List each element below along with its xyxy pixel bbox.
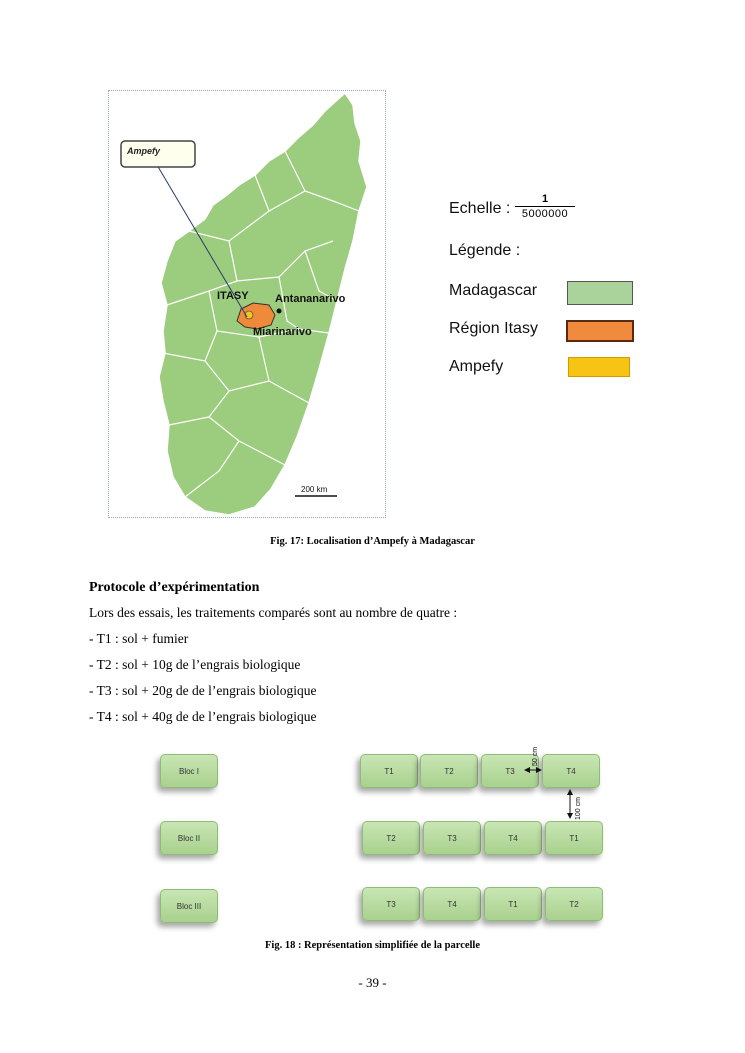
antananarivo-dot [277,309,282,314]
legend-swatch-ampefy [568,357,630,377]
map-figure [108,90,386,518]
scale-fraction [515,193,575,220]
plot-cell: T3 [362,887,420,921]
plot-cell: T2 [545,887,603,921]
plot-cell: T1 [484,887,542,921]
treatment-line: - T3 : sol + 20g de de l’engrais biologique [89,683,317,698]
fig18-caption: Fig. 18 : Représentation simplifiée de la parcelle [264,940,481,951]
fig17-caption: Fig. 17: Localisation d’Ampefy à Madagascar [270,536,475,547]
scale-prefix: Echelle : [449,200,511,217]
page-number: - 39 - [358,975,387,990]
plot-cell: T3 [423,821,481,855]
plot-cell: T2 [420,754,478,788]
plot-cell: T3 [481,754,539,788]
bloc-label: Bloc I [160,754,218,788]
scale-numerator: 1 [541,193,549,205]
treatment-line: - T4 : sol + 40g de de l’engrais biologique [89,709,317,724]
madagascar-map [109,91,387,519]
treatment-line: - T1 : sol + fumier [89,631,189,646]
legend-swatch-madagascar [567,281,633,305]
spacing-v-label: 100 cm [575,797,582,820]
plot-cell: T4 [542,754,600,788]
legend-label-madagascar: Madagascar [449,282,538,299]
bloc-label: Bloc III [160,889,218,923]
scale-bar-label: 200 km [301,485,328,494]
plot-cell: T2 [362,821,420,855]
legend-swatch-itasy [566,320,634,342]
plot-cell: T1 [545,821,603,855]
legend-label-itasy: Région Itasy [449,320,538,337]
scale-fraction-bar [515,206,575,207]
legend-title: Légende : [449,242,521,259]
protocol-heading: Protocole d’expérimentation [89,580,260,595]
bloc-label: Bloc II [160,821,218,855]
callout-label: Ampefy [127,146,161,156]
spacing-arrows [518,734,608,824]
plot-cell: T4 [423,887,481,921]
itasy-label: ITASY [217,290,249,302]
plot-cell: T1 [360,754,418,788]
legend-label-ampefy: Ampefy [449,358,504,375]
protocol-intro: Lors des essais, les traitements comparés sont au nombre de quatre : [89,605,458,620]
antananarivo-label: Antananarivo [275,293,346,305]
miarinarivo-label: Miarinarivo [253,326,312,338]
treatment-line: - T2 : sol + 10g de l’engrais biologique [89,657,301,672]
spacing-h-label: 50 cm [532,746,539,766]
scale-denominator: 5000000 [521,208,569,220]
plot-cell: T4 [484,821,542,855]
